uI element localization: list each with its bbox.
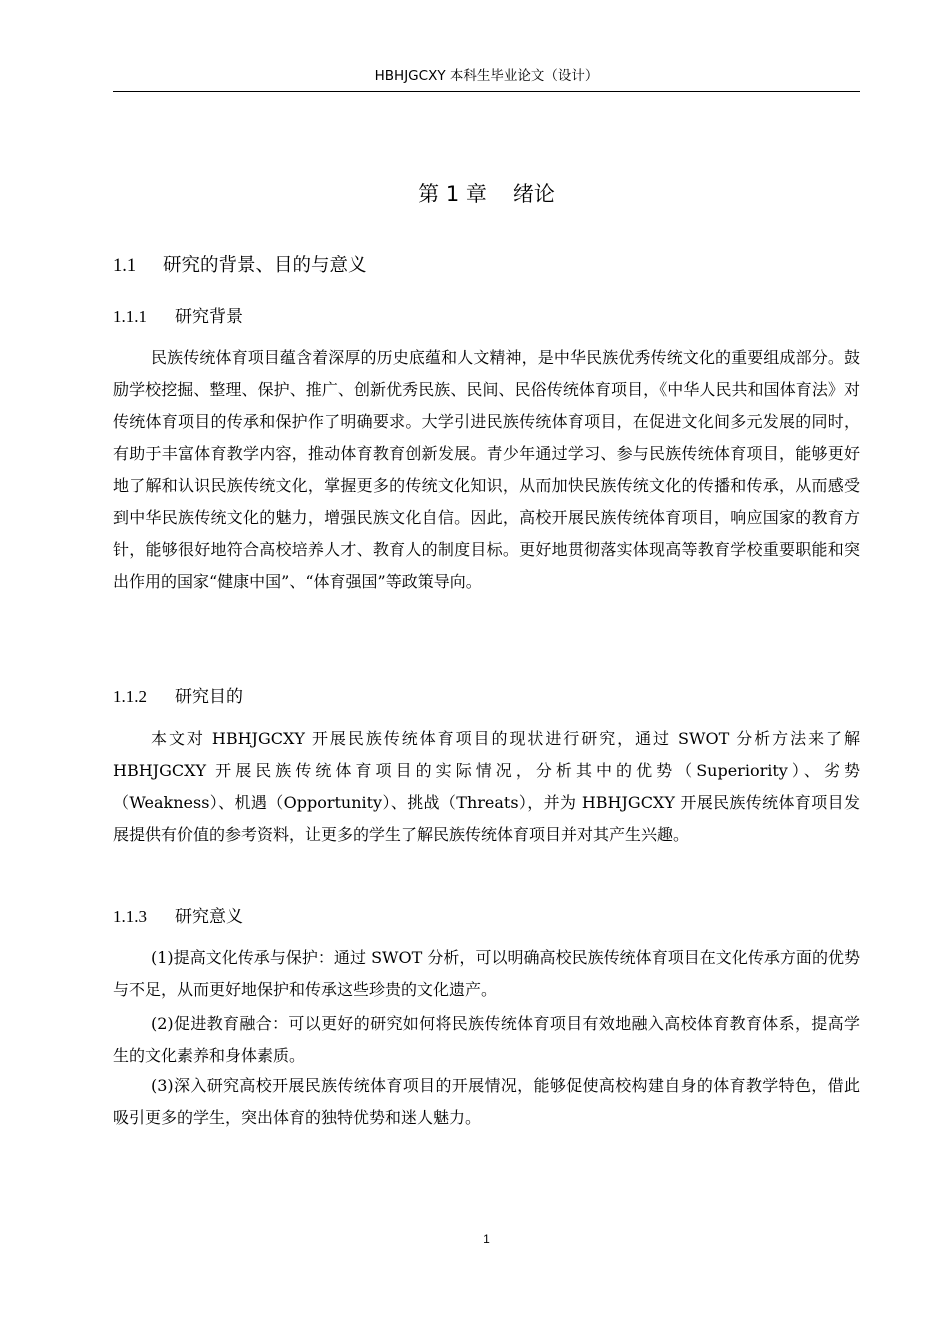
paragraph-significance-3: (3)深入研究高校开展民族传统体育项目的开展情况，能够促使高校构建自身的体育教学特色，借此吸引更多的学生，突出体育的独特优势和迷人魅力。: [113, 1076, 860, 1127]
chapter-title: [113, 178, 860, 210]
paragraph-significance-1: (1)提高文化传承与保护：通过 SWOT 分析，可以明确高校民族传统体育项目在文化传承方面的优势与不足，从而更好地保护和传承这些珍贵的文化遗产。: [113, 948, 860, 999]
section-heading-1-1-1: [113, 304, 243, 330]
section-number: 1.1.2: [113, 687, 147, 706]
paragraph-background: 民族传统体育项目蕴含着深厚的历史底蕴和人文精神，是中华民族优秀传统文化的重要组成部分。鼓励学校挖掘、整理、保护、推广、创新优秀民族、民间、民俗传统体育项目，《中华人民共和国体育法》对传统体育项目的传承和保护作了明确要求。大学引进民族传统体育项目，在促进文化间多元发展的同时，有助于丰富体育教学内容，推动体育教育创新发展。青少年通过学习、参与民族传统体育项目，能够更好地了解和认识民族传统文化，掌握更多的传统文化知识，从而加快民族传统文化的传播和传承，从而感受到中华民族传统文化的魅力，增强民族文化自信。因此，高校开展民族传统体育项目，响应国家的教育方针，能够很好地符合高校培养人才、教育人的制度目标。更好地贯彻落实体现高等教育学校重要职能和突出作用的国家“健康中国”、“体育强国”等政策导向。: [113, 348, 860, 591]
paragraph-purpose: 本文对 HBHJGCXY 开展民族传统体育项目的现状进行研究，通过 SWOT 分析方法来了解 HBHJGCXY 开展民族传统体育项目的实际情况，分析其中的优势（Superiority）、劣势（Weakness）、机遇（Opportunity）、挑战（Threats），并为 HBHJGCXY 开展民族传统体育项目发展提供有价值的参考资料，让更多的学生了解民族传统体育项目并对其产生兴趣。: [113, 729, 860, 844]
paragraph-significance-2: (2)促进教育融合：可以更好的研究如何将民族传统体育项目有效地融入高校体育教育体系，提高学生的文化素养和身体素质。: [113, 1014, 860, 1065]
page-header: [113, 66, 860, 92]
chapter-number: 第 1 章: [418, 182, 487, 206]
section-heading-1-1-3: [113, 904, 243, 930]
section-number: 1.1.3: [113, 907, 147, 926]
chapter-name: 绪论: [512, 182, 555, 206]
section-title: 研究背景: [175, 307, 243, 327]
header-text: HBHJGCXY 本科生毕业论文（设计）: [374, 68, 599, 84]
section-number: 1.1.1: [113, 307, 147, 326]
section-heading-1-1-2: [113, 684, 243, 710]
section-title: 研究目的: [175, 687, 243, 707]
section-number: 1.1: [113, 256, 137, 276]
page-number: 1: [483, 1232, 490, 1246]
section-title: 研究的背景、目的与意义: [163, 255, 367, 276]
section-title: 研究意义: [175, 907, 243, 927]
section-heading-1-1: [113, 252, 367, 280]
